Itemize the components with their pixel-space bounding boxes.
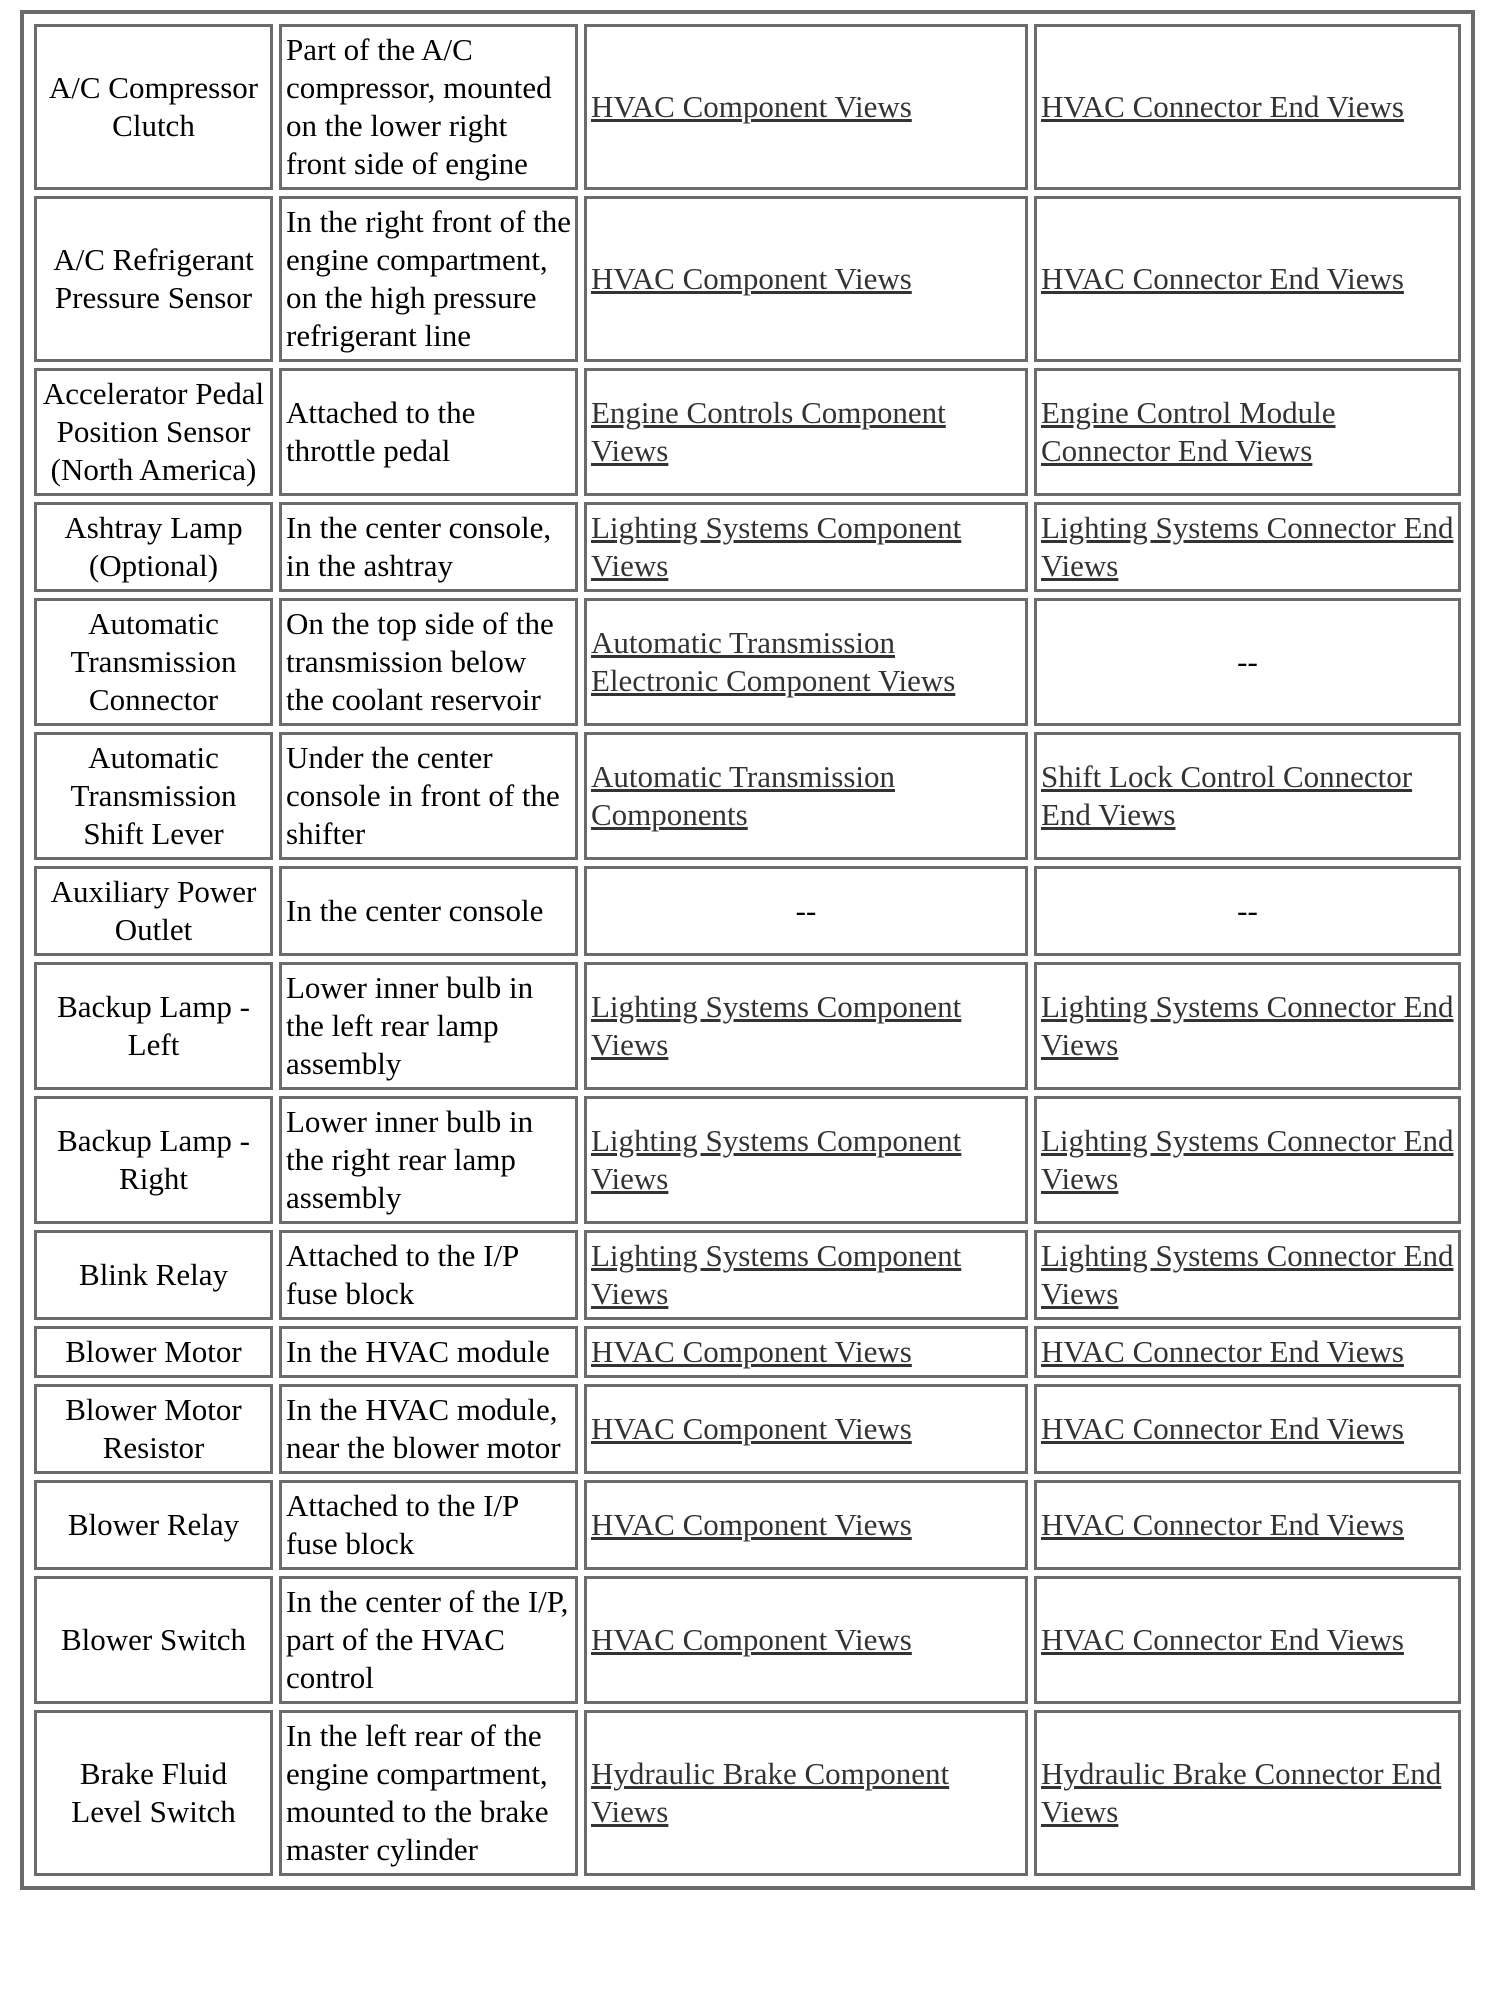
component-views-link[interactable]: Lighting Systems Component Views xyxy=(591,1123,962,1196)
connector-end-views-link[interactable]: Lighting Systems Connector End Views xyxy=(1041,989,1454,1062)
component-location: Under the center console in front of the shifter xyxy=(279,732,578,860)
connector-end-views-link[interactable]: HVAC Connector End Views xyxy=(1041,1411,1404,1446)
component-views-link[interactable]: HVAC Component Views xyxy=(591,1411,912,1446)
component-name: Blower Motor xyxy=(34,1326,273,1378)
component-location: Attached to the I/P fuse block xyxy=(279,1480,578,1570)
component-name: Blink Relay xyxy=(34,1230,273,1320)
connector-end-views-link[interactable]: Lighting Systems Connector End Views xyxy=(1041,1238,1454,1311)
table-row xyxy=(34,368,1461,496)
component-views-link[interactable]: Lighting Systems Component Views xyxy=(591,1238,962,1311)
component-location: In the HVAC module, near the blower motor xyxy=(279,1384,578,1474)
component-name: Blower Switch xyxy=(34,1576,273,1704)
component-name: Blower Motor Resistor xyxy=(34,1384,273,1474)
connector-end-views-link[interactable]: Hydraulic Brake Connector End Views xyxy=(1041,1756,1442,1829)
component-location: In the center of the I/P, part of the HVAC control xyxy=(279,1576,578,1704)
component-location: In the right front of the engine compartment, on the high pressure refrigerant line xyxy=(279,196,578,362)
table-row xyxy=(34,732,1461,860)
table-row xyxy=(34,866,1461,956)
component-location: Attached to the throttle pedal xyxy=(279,368,578,496)
table-row xyxy=(34,1576,1461,1704)
table-row xyxy=(34,196,1461,362)
table-row xyxy=(34,502,1461,592)
component-location: Lower inner bulb in the left rear lamp assembly xyxy=(279,962,578,1090)
table-row xyxy=(34,598,1461,726)
component-views-link[interactable]: HVAC Component Views xyxy=(591,89,912,124)
connector-end-views-link[interactable]: Shift Lock Control Connector End Views xyxy=(1041,759,1413,832)
component-location: In the left rear of the engine compartment, mounted to the brake master cylinder xyxy=(279,1710,578,1876)
table-row xyxy=(34,1096,1461,1224)
component-views-link[interactable]: Automatic Transmission Components xyxy=(591,759,896,832)
connector-end-views-empty: -- xyxy=(1034,866,1461,956)
connector-end-views-link[interactable]: Lighting Systems Connector End Views xyxy=(1041,1123,1454,1196)
component-views-link[interactable]: Hydraulic Brake Component Views xyxy=(591,1756,950,1829)
component-views-link[interactable]: Engine Controls Component Views xyxy=(591,395,946,468)
connector-end-views-empty: -- xyxy=(1034,598,1461,726)
component-name: Ashtray Lamp (Optional) xyxy=(34,502,273,592)
component-views-link[interactable]: HVAC Component Views xyxy=(591,1334,912,1369)
component-name: A/C Compressor Clutch xyxy=(34,24,273,190)
component-location: Lower inner bulb in the right rear lamp assembly xyxy=(279,1096,578,1224)
component-name: Brake Fluid Level Switch xyxy=(34,1710,273,1876)
component-name: Backup Lamp - Left xyxy=(34,962,273,1090)
component-locator-table-frame xyxy=(20,10,1475,1890)
table-row xyxy=(34,1480,1461,1570)
component-views-link[interactable]: Lighting Systems Component Views xyxy=(591,989,962,1062)
component-views-link[interactable]: HVAC Component Views xyxy=(591,261,912,296)
component-views-link[interactable]: HVAC Component Views xyxy=(591,1622,912,1657)
component-name: Blower Relay xyxy=(34,1480,273,1570)
component-views-empty: -- xyxy=(584,866,1028,956)
component-name: Automatic Transmission Connector xyxy=(34,598,273,726)
table-row xyxy=(34,1230,1461,1320)
component-locator-table xyxy=(28,18,1467,1882)
component-location: On the top side of the transmission below the coolant reservoir xyxy=(279,598,578,726)
component-views-link[interactable]: Lighting Systems Component Views xyxy=(591,510,962,583)
connector-end-views-link[interactable]: HVAC Connector End Views xyxy=(1041,261,1404,296)
component-location: In the center console xyxy=(279,866,578,956)
table-body xyxy=(34,24,1461,1876)
connector-end-views-link[interactable]: HVAC Connector End Views xyxy=(1041,89,1404,124)
component-location: In the center console, in the ashtray xyxy=(279,502,578,592)
component-location: Attached to the I/P fuse block xyxy=(279,1230,578,1320)
connector-end-views-link[interactable]: Lighting Systems Connector End Views xyxy=(1041,510,1454,583)
component-location: Part of the A/C compressor, mounted on the lower right front side of engine xyxy=(279,24,578,190)
component-name: Accelerator Pedal Position Sensor (North America) xyxy=(34,368,273,496)
component-name: Automatic Transmission Shift Lever xyxy=(34,732,273,860)
component-name: Backup Lamp - Right xyxy=(34,1096,273,1224)
component-location: In the HVAC module xyxy=(279,1326,578,1378)
table-row xyxy=(34,962,1461,1090)
connector-end-views-link[interactable]: Engine Control Module Connector End Views xyxy=(1041,395,1336,468)
component-views-link[interactable]: Automatic Transmission Electronic Component Views xyxy=(591,625,956,698)
connector-end-views-link[interactable]: HVAC Connector End Views xyxy=(1041,1622,1404,1657)
connector-end-views-link[interactable]: HVAC Connector End Views xyxy=(1041,1334,1404,1369)
component-views-link[interactable]: HVAC Component Views xyxy=(591,1507,912,1542)
table-row xyxy=(34,1326,1461,1378)
table-row xyxy=(34,1384,1461,1474)
table-row xyxy=(34,1710,1461,1876)
connector-end-views-link[interactable]: HVAC Connector End Views xyxy=(1041,1507,1404,1542)
component-name: Auxiliary Power Outlet xyxy=(34,866,273,956)
component-name: A/C Refrigerant Pressure Sensor xyxy=(34,196,273,362)
table-row xyxy=(34,24,1461,190)
